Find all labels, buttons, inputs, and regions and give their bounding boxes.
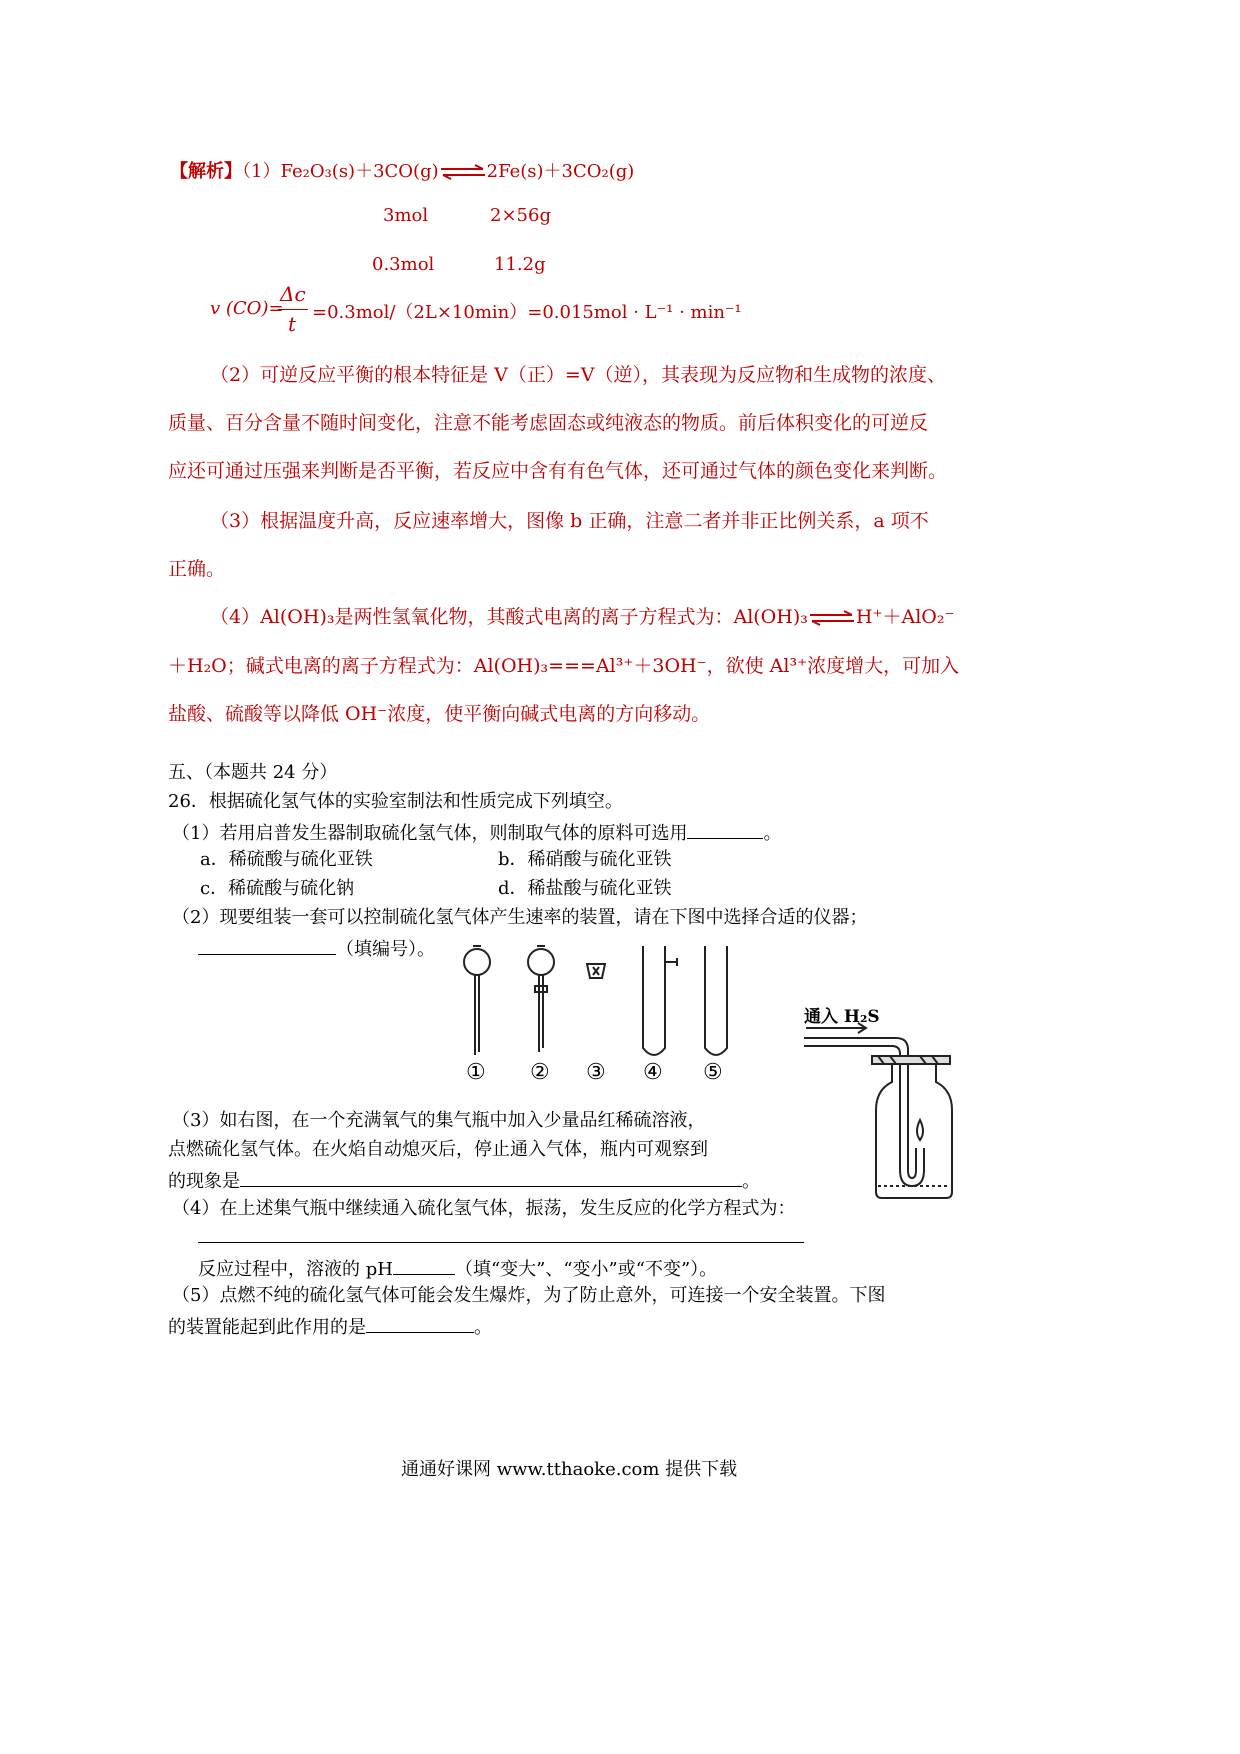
question-5-end: 。 — [474, 1317, 492, 1338]
answer-blank-4-equation[interactable] — [198, 1242, 804, 1243]
apparatus-label-5: ⑤ — [703, 1060, 723, 1085]
analysis-line-1 — [170, 157, 634, 183]
question-4-line-1: （4）在上述集气瓶中继续通入硫化氢气体，振荡，发生反应的化学方程式为： — [172, 1198, 796, 1219]
answer-blank-5[interactable] — [366, 1310, 474, 1333]
apparatus-label-3: ③ — [586, 1060, 606, 1085]
question-1-end: 。 — [763, 823, 782, 844]
question-3-end: 。 — [742, 1171, 760, 1192]
p4-line-3: 盐酸、硫酸等以降低 OH⁻浓度，使平衡向碱式电离的方向移动。 — [168, 703, 711, 725]
equilibrium-arrow-icon — [441, 165, 485, 179]
equation-right: 2Fe(s)＋3CO₂(g) — [486, 161, 635, 182]
option-d: d．稀盐酸与硫化亚铁 — [498, 878, 672, 899]
question-5-line-2 — [168, 1310, 492, 1339]
apparatus-label-1: ① — [466, 1060, 486, 1085]
rate-rhs: =0.3mol/（2L×10min）=0.015mol · L⁻¹ · min⁻¹ — [312, 302, 742, 323]
row-a-right: 2×56g — [490, 205, 551, 226]
p3-line-1: （3）根据温度升高，反应速率增大，图像 b 正确，注意二者并非正比例关系，a 项不 — [210, 510, 929, 532]
analysis-p1-prefix: （1） — [242, 161, 281, 182]
question-3-line-3 — [168, 1164, 760, 1193]
answer-blank-1[interactable] — [687, 816, 763, 839]
apparatus-label-4: ④ — [643, 1060, 663, 1085]
section-heading: 五、（本题共 24 分） — [168, 762, 338, 783]
p2-line-3: 应还可通过压强来判断是否平衡，若反应中含有有色气体，还可通过气体的颜色变化来判断。 — [168, 460, 948, 482]
separatory-funnel-long-icon — [464, 946, 490, 1055]
question-4-line-2-end: （填“变大”、“变小”或“不变”）。 — [454, 1259, 718, 1280]
option-c: c．稀硫酸与硫化钠 — [200, 878, 355, 899]
row-b-right: 11.2g — [494, 254, 546, 275]
question-5-line-2-text: 的装置能起到此作用的是 — [168, 1317, 366, 1338]
option-b: b．稀硝酸与硫化亚铁 — [498, 849, 672, 870]
question-3-line-2: 点燃硫化氢气体。在火焰自动熄灭后，停止通入气体，瓶内可观察到 — [168, 1139, 708, 1160]
answer-blank-4-ph[interactable] — [393, 1252, 455, 1275]
p4-line-1-text: （4）Al(OH)₃是两性氢氧化物，其酸式电离的离子方程式为：Al(OH)₃ — [210, 606, 808, 628]
apparatus-label-2: ② — [530, 1060, 550, 1085]
p4-line-2: ＋H₂O；碱式电离的离子方程式为：Al(OH)₃===Al³⁺＋3OH⁻，欲使 Al³⁺浓度增大，可加入 — [168, 655, 960, 677]
p4-line-1-products: H⁺＋AlO₂⁻ — [855, 606, 955, 628]
question-2-fill — [198, 932, 435, 961]
equilibrium-arrow-icon — [810, 611, 854, 625]
fraction-bar — [278, 309, 308, 310]
question-4-line-2 — [198, 1252, 717, 1281]
footer-text: 通通好课网 www.tthaoke.com 提供下载 — [401, 1459, 738, 1480]
question-3-line-3-text: 的现象是 — [168, 1171, 240, 1192]
question-1-text: （1）若用启普发生器制取硫化氢气体，则制取气体的原料可选用 — [172, 823, 688, 844]
separatory-funnel-icon — [528, 946, 554, 1052]
stopper-icon — [587, 964, 605, 978]
rate-numerator: Δc — [280, 282, 306, 306]
p3-line-2: 正确。 — [168, 558, 226, 580]
question-1 — [172, 816, 781, 845]
question-4-line-2-text: 反应过程中，溶液的 pH — [198, 1259, 393, 1280]
question-3-line-1: （3）如右图，在一个充满氧气的集气瓶中加入少量品红稀硫溶液， — [172, 1110, 706, 1131]
gas-bottle-figure — [800, 1020, 960, 1200]
bottle-label: 通入 H₂S — [804, 1007, 880, 1027]
row-a-left: 3mol — [383, 205, 429, 226]
question-2: （2）现要组装一套可以控制硫化氢气体产生速率的装置，请在下图中选择合适的仪器； — [172, 907, 868, 928]
answer-blank-2[interactable] — [198, 932, 336, 955]
answer-blank-3[interactable] — [240, 1164, 742, 1187]
p2-line-1: （2）可逆反应平衡的根本特征是 V（正）=V（逆），其表现为反应物和生成物的浓度、 — [210, 364, 946, 386]
side-arm-test-tube-icon — [643, 946, 677, 1055]
option-a: a．稀硫酸与硫化亚铁 — [200, 849, 373, 870]
rate-lhs: v (CO)= — [210, 298, 284, 319]
question-5-line-1: （5）点燃不纯的硫化氢气体可能会发生爆炸，为了防止意外，可连接一个安全装置。下图 — [172, 1285, 886, 1306]
p4-line-1 — [210, 602, 955, 629]
question-2-fill-text: （填编号）。 — [336, 939, 435, 960]
test-tube-icon — [705, 946, 727, 1055]
equation-left: Fe₂O₃(s)＋3CO(g) — [280, 161, 439, 182]
row-b-left: 0.3mol — [372, 254, 435, 275]
analysis-label: 【解析】 — [170, 161, 242, 182]
question-26: 26．根据硫化氢气体的实验室制法和性质完成下列填空。 — [168, 791, 623, 812]
rate-denominator: t — [288, 312, 297, 336]
p2-line-2: 质量、百分含量不随时间变化，注意不能考虑固态或纯液态的物质。前后体积变化的可逆反 — [168, 412, 929, 434]
